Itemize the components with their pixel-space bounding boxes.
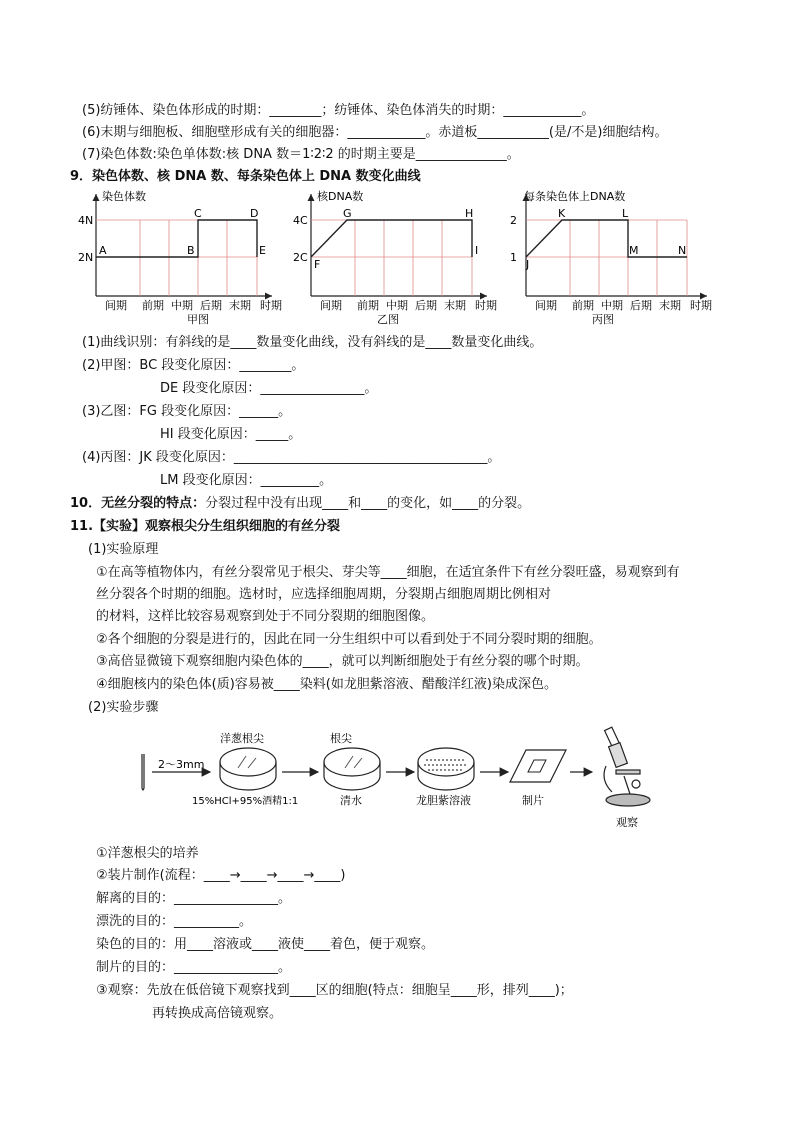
chart-jia-ytick-2n: 2N	[78, 251, 94, 264]
q11-step2: ②装片制作(流程：____→____→____→____)	[96, 868, 346, 883]
q11-r1c: 的材料，这样比较容易观察到处于不同分裂期的细胞图像。	[96, 609, 435, 624]
dish3-solution: 龙胆紫溶液	[416, 794, 471, 807]
chart-bing-caption: 丙图	[592, 313, 614, 326]
xtick: 时期	[260, 299, 282, 312]
root-tip-icon	[142, 754, 144, 790]
xtick: 后期	[200, 299, 222, 312]
xtick: 后期	[415, 299, 437, 312]
point-b: B	[187, 244, 195, 257]
point-j: J	[526, 258, 530, 271]
point-h: H	[465, 207, 474, 220]
xtick: 末期	[444, 299, 466, 312]
xtick: 时期	[475, 299, 497, 312]
q11-step3b: 再转换成高倍镜观察。	[152, 1006, 283, 1021]
point-n: N	[678, 244, 687, 257]
dish2-label: 根尖	[330, 732, 352, 745]
slide-icon	[510, 750, 566, 782]
chart-yi-caption: 乙图	[377, 313, 399, 326]
chart-bing-ylabel: 每条染色体上DNA数	[524, 190, 626, 203]
xtick: 末期	[229, 299, 251, 312]
xtick: 后期	[630, 299, 652, 312]
q11-piaoxi: 漂洗的目的：__________。	[96, 914, 253, 929]
q11-p1: (1)实验原理	[88, 542, 159, 557]
scope-label: 观察	[616, 816, 638, 829]
chart-yi-ytick-2c: 2C	[293, 251, 308, 264]
xtick: 间期	[320, 299, 342, 312]
chart-jia-caption: 甲图	[187, 313, 209, 326]
dish1-label: 洋葱根尖	[220, 732, 264, 745]
rinse-dish-icon	[324, 748, 380, 790]
microscope-icon	[604, 727, 650, 806]
point-i: I	[475, 244, 479, 257]
point-k: K	[558, 207, 566, 220]
q9-s3a: (3)乙图：FG 段变化原因：______。	[82, 404, 292, 419]
chart-jia-ylabel: 染色体数	[102, 190, 146, 203]
q11-p2: (2)实验步骤	[88, 700, 159, 715]
q9-s3b: HI 段变化原因：_____。	[160, 427, 302, 442]
dissociation-dish-icon	[220, 748, 276, 790]
point-g: G	[343, 207, 352, 220]
xtick: 中期	[601, 299, 623, 312]
q11-r4: ④细胞核内的染色体(质)容易被____染料(如龙胆紫溶液、醋酸洋红液)染成深色。	[96, 677, 557, 692]
xtick: 间期	[535, 299, 557, 312]
chart-jia-ytick-4n: 4N	[78, 214, 94, 227]
point-m: M	[629, 244, 639, 257]
q11-step1: ①洋葱根尖的培养	[96, 846, 199, 861]
q11-ranse: 染色的目的：用____溶液或____液使____着色，便于观察。	[96, 937, 435, 952]
q10-label: 10．无丝分裂的特点：	[70, 496, 206, 511]
question-line-6: (6)末期与细胞板、细胞壁形成有关的细胞器：____________。赤道板___________(是/不是)细胞结构。	[82, 125, 668, 140]
point-f: F	[314, 258, 321, 271]
q9-s1: (1)曲线识别：有斜线的是____数量变化曲线，没有斜线的是____数量变化曲线。	[82, 335, 543, 350]
point-l: L	[622, 207, 629, 220]
q11-zhipian: 制片的目的：________________。	[96, 960, 292, 975]
procedure-diagram	[130, 720, 670, 835]
q11-r3: ③高倍显微镜下观察细胞内染色体的____，就可以判断细胞处于有丝分裂的哪个时期。	[96, 654, 589, 669]
q9-s2a: (2)甲图：BC 段变化原因：________。	[82, 358, 305, 373]
point-c: C	[194, 207, 202, 220]
xtick: 中期	[386, 299, 408, 312]
q9-s4b: LM 段变化原因：_________。	[160, 473, 333, 488]
q11-r1b: 丝分裂各个时期的细胞。选材时，应选择细胞周期，分裂期占细胞周期比例相对	[96, 587, 552, 602]
q9-title: 9．染色体数、核 DNA 数、每条染色体上 DNA 数变化曲线	[70, 169, 421, 184]
question-line-5: (5)纺锤体、染色体形成的时期：________；纺锤体、染色体消失的时期：____________。	[82, 103, 595, 118]
point-d: D	[250, 207, 259, 220]
q9-s2b: DE 段变化原因：________________。	[160, 381, 378, 396]
dish2-solution: 清水	[340, 794, 362, 807]
xtick: 前期	[357, 299, 379, 312]
cut-length-label: 2～3mm	[158, 758, 205, 771]
q11-step3a: ③观察：先放在低倍镜下观察找到____区的细胞(特点：细胞呈____形，排列____)；	[96, 983, 573, 998]
xtick: 间期	[105, 299, 127, 312]
q10	[70, 495, 530, 513]
chart-yi	[293, 189, 497, 326]
xtick: 中期	[171, 299, 193, 312]
slide-label: 制片	[522, 794, 544, 807]
stain-dish-icon	[418, 748, 474, 790]
question-line-7: (7)染色体数:染色单体数:核 DNA 数＝1∶2∶2 的时期主要是______________。	[82, 147, 520, 162]
chart-jia	[78, 189, 282, 326]
q9-s4a: (4)丙图：JK 段变化原因：_______________________________________。	[82, 450, 501, 465]
xtick: 前期	[142, 299, 164, 312]
q11-title: 11.【实验】观察根尖分生组织细胞的有丝分裂	[70, 519, 341, 534]
xtick: 前期	[572, 299, 594, 312]
q11-r1a: ①在高等植物体内，有丝分裂常见于根尖、芽尖等____细胞，在适宜条件下有丝分裂旺盛，易观察到有	[96, 565, 680, 580]
chromosome-curves	[72, 186, 722, 326]
point-a: A	[99, 244, 107, 257]
dish1-solution: 15%HCl+95%酒精1:1	[192, 796, 299, 807]
chart-bing-ytick-1: 1	[510, 251, 517, 264]
chart-yi-ytick-4c: 4C	[293, 214, 308, 227]
q10-text: 分裂过程中没有出现____和____的变化，如____的分裂。	[205, 496, 531, 511]
q11-r2: ②各个细胞的分裂是进行的，因此在同一分生组织中可以看到处于不同分裂时期的细胞。	[96, 632, 602, 647]
chart-bing	[510, 189, 712, 326]
xtick: 时期	[690, 299, 712, 312]
xtick: 末期	[659, 299, 681, 312]
q11-jieli: 解离的目的：________________。	[96, 891, 292, 906]
point-e: E	[259, 244, 266, 257]
chart-bing-ytick-2: 2	[510, 214, 517, 227]
chart-yi-ylabel: 核DNA数	[317, 190, 364, 203]
